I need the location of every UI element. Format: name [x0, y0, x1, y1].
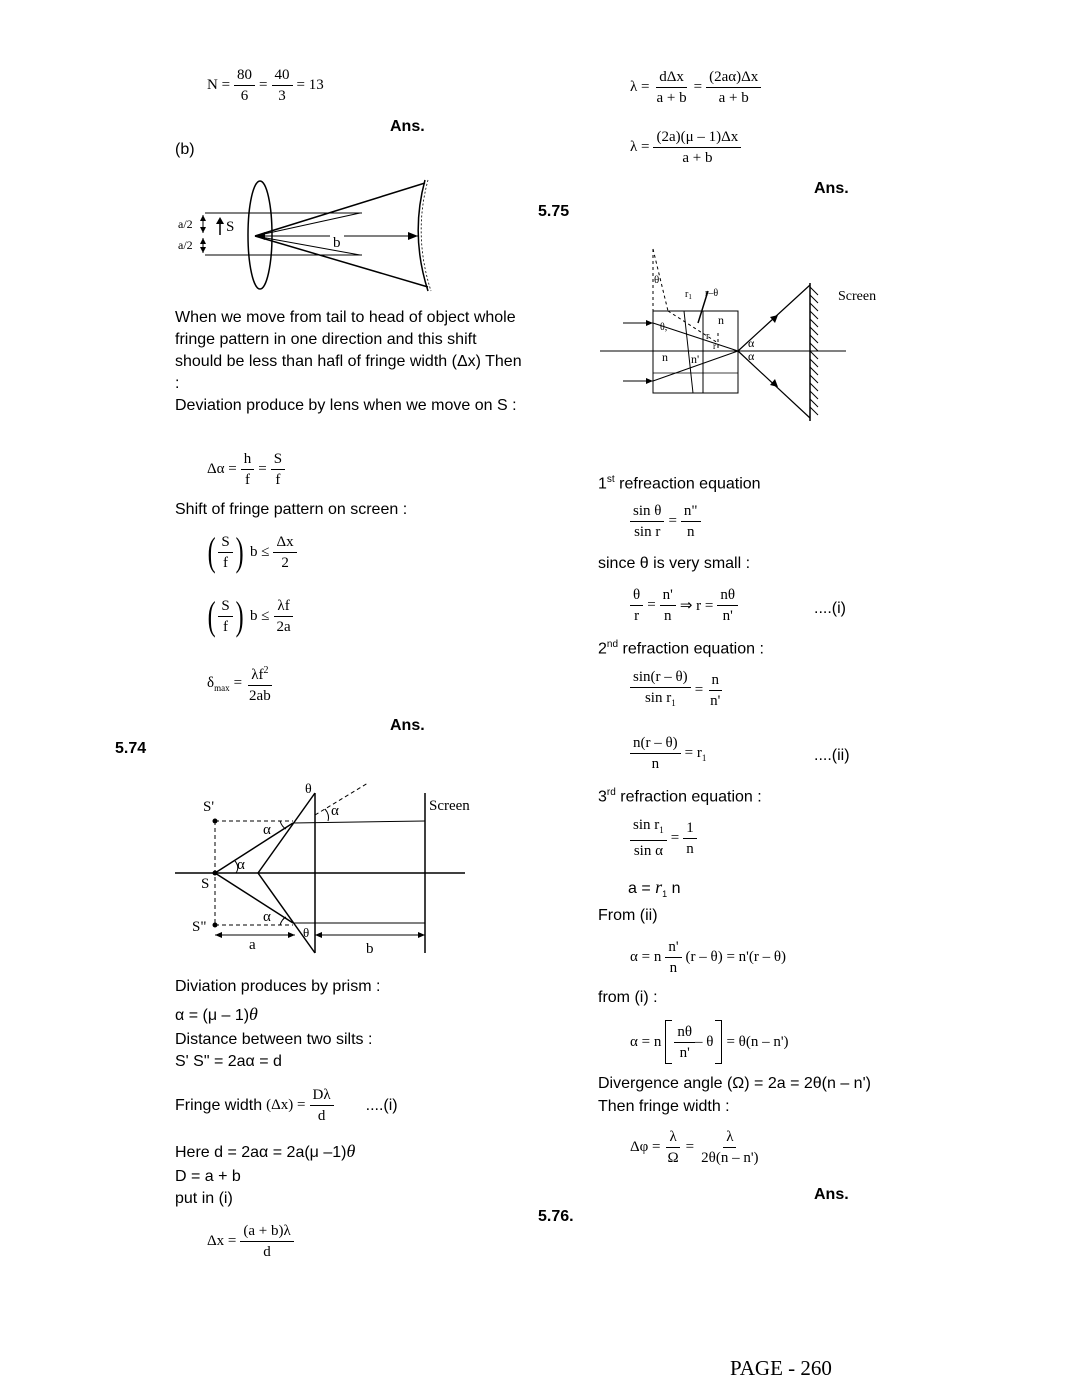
lens-fringe-diagram [170, 175, 470, 295]
screen-label: Screen [838, 289, 877, 304]
ans-label: Ans. [814, 1186, 849, 1203]
inequality-1: ( $\frac{S}{f}$ ) b ≤ $\frac{\Delta x}{2}$ [205, 532, 297, 572]
third-refraction-text: 3rd refraction equation : [598, 787, 762, 806]
alpha-label-2: α [237, 857, 245, 873]
alpha-label-3: α [263, 909, 271, 925]
eq-refraction-2: $\frac{\theta}{r}$ = $\frac{n'}{n}$ ⇒ r = $\frac{n\theta}{n'}$ [630, 586, 738, 625]
n-top-label: n [718, 313, 724, 327]
eq-refraction-3: $\frac{\sin(r - \theta)}{\sin r_1}$ = $\frac{n}{n'}$ [630, 668, 723, 712]
deviation-prism-text: Diviation produces by prism : [175, 978, 381, 995]
here-d-text: Here d = 2aα = 2a(μ –1)θ [175, 1141, 356, 1161]
b-label: b [333, 235, 341, 251]
theta-alpha-label: θ, [660, 322, 668, 333]
eq-alpha-1: α = n $\frac{n'}{n}$ (r – θ) = n'(r – θ) [630, 939, 787, 976]
ss-equation: S' S" = 2aα = d [175, 1053, 282, 1070]
a2-top-label: a/2 [178, 217, 193, 231]
theta-top-label: θ [305, 782, 312, 797]
tag-ii: ....(ii) [814, 747, 850, 764]
theta-label: θ [654, 274, 660, 286]
eq-refraction-1: $\frac{\text{sin θ}}{\text{sin r}}$ = $\frac{n"}{n}$ [630, 502, 701, 541]
eq-alpha-2: α = n $\frac{n\theta}{n'}$ – θ = θ(n – n') [630, 1020, 789, 1064]
eq-delta-x: Δx = $\frac{(a + b)\lambda}{d}$ [207, 1222, 294, 1261]
tag-i: ....(i) [814, 600, 846, 617]
refraction-diagram [598, 243, 888, 428]
screen-label: Screen [429, 798, 470, 814]
fringe-width-equation: Fringe width (Δx) = $\frac{D\lambda}{d}$ ....(i) [175, 1087, 398, 1124]
eq-lambda-1: λ = $\frac{\text{dΔx}}{a + b}$ = $\frac{(2a\alpha)\Delta x}{a + b}$ [630, 68, 761, 107]
s-prime-label: S' [203, 799, 215, 815]
part-b-label: (b) [175, 141, 195, 158]
n-prime-label: n' [691, 352, 700, 366]
put-in-text: put in (i) [175, 1190, 233, 1207]
eq-delta-alpha: Δα = $\frac{h}{f}$ = $\frac{S}{f}$ [207, 450, 285, 489]
page-number: PAGE - 260 [730, 1356, 832, 1380]
from-ii-text: From (ii) [598, 907, 658, 924]
shift-text: Shift of fringe pattern on screen : [175, 501, 408, 518]
a-equation: $a = r_1$ n [628, 877, 681, 900]
question-5-74: 5.74 [115, 740, 147, 757]
alpha-top-label: α [331, 803, 339, 819]
s-label: S [201, 876, 210, 892]
inequality-2: ( $\frac{S}{f}$ ) b ≤ $\frac{\lambda f}{2a}$ [205, 596, 294, 636]
then-fringe-text: Then fringe width : [598, 1098, 730, 1115]
eq-delta-max: $\delta_{max}$ = $\frac{\lambda f^2}{2ab}$ [207, 662, 274, 705]
eq-N: N = $\frac{80}{6}$ = $\frac{40}{3}$ = 13 [207, 67, 324, 104]
b-label: b [366, 941, 374, 957]
object-S-label: S [226, 219, 235, 235]
alpha-label-1: α [748, 336, 755, 350]
paragraph-deviation: Deviation produce by lens when we move on S : [175, 397, 517, 414]
alpha-label-1: α [263, 822, 271, 838]
a2-bot-label: a/2 [178, 238, 193, 252]
s-double-prime-label: S" [192, 919, 207, 935]
first-refraction-text: 1st refreaction equation [598, 474, 761, 493]
ans-label: Ans. [814, 180, 849, 197]
eq-delta-phi: Δφ = $\frac{\lambda}{\Omega}$ = $\frac{\lambda}{2\theta(n - n')}$ [630, 1129, 759, 1166]
since-text: since θ is very small : [598, 555, 751, 572]
second-refraction-text: 2nd refraction equation : [598, 639, 764, 658]
ans-label: Ans. [390, 717, 425, 734]
n-left-label: n [662, 350, 668, 364]
from-i-text: from (i) : [598, 989, 658, 1006]
question-5-76: 5.76. [538, 1208, 574, 1225]
ans-label: Ans. [390, 118, 425, 135]
divergence-text: Divergence angle (Ω) = 2a = 2θ(n – n') [598, 1075, 871, 1092]
D-equation: D = a + b [175, 1168, 241, 1185]
r-theta-label: r–θ [705, 288, 719, 299]
eq-refraction-4: $\frac{n(r - \theta)}{n}$ = $r_1$ [630, 734, 706, 773]
alpha-label-2: α [748, 349, 755, 363]
r-small-label: r [706, 331, 710, 342]
question-5-75: 5.75 [538, 203, 570, 220]
distance-text: Distance between two silts : [175, 1031, 373, 1048]
alpha-equation: α = (μ – 1)θ [175, 1004, 258, 1024]
r1b-label: r [713, 341, 716, 351]
eq-refraction-5: $\frac{\sin r_1}{\text{sin α}}$ = $\frac{1}{n}$ [630, 816, 697, 860]
r1-label: $r_1$ [685, 289, 692, 301]
theta-bot-label: θ [303, 925, 310, 940]
paragraph-move: When we move from tail to head of object whole fringe pattern in one direction and this shift should be less than hafl of fringe width (Δx) Then : [175, 309, 522, 392]
eq-lambda-2: λ = $\frac{(2a)(\mu - 1)\Delta x}{a + b}$ [630, 128, 741, 167]
prism-diagram [170, 775, 470, 960]
a-label: a [249, 937, 256, 953]
